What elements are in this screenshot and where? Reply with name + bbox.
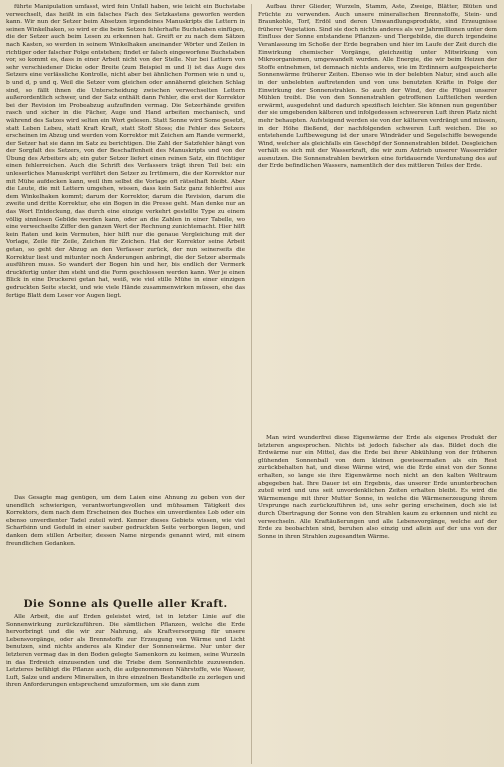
left-column — [6, 4, 245, 764]
article-paragraph: Man wird wunderfrei diese Eigenwärme der Erde als eigenes Produkt der letzteren angesprochen. Nichts ist jedoch falscher als das. Bildet doch die Erdwärme nur ein Mittel, das die Erde bei ihrer Abkühlung von der früheren glühenden Sonnenball von dem kleinen gewissermaßen als ein Rest zurückbehalten hat, und diese Wärme wird, wie die Erde einst von der Sonne erhalten, so lange sie ihre Eigenwärme noch nicht an den kalten Weltraum abgegeben hat. Ihre Dauer ist ein Ergebnis, das unserer Erde ununterbrochen zuteil wird und uns seit unvordenklichen Zeiten erhalten bleibt. Es wird die Wärmemenge mit ihrer Mutter Sonne, in welche die Wärmenerzeugung ihrem Ursprunge nach zurückzuführen ist, uns sehr gering erscheinen, doch sie ist durch Übertragung der Sonne von den Strahlen kaum zu erkennen und nicht zu verwechseln. Alle Kraftäußerungen und alle Lebensvorgänge, welche auf der Erde zu beobachten sind, beruhen also einzig und allein auf der uns von der Sonne in ihren Strahlen zugesandten Wärme. — [258, 435, 497, 540]
right-column — [258, 4, 497, 764]
article-paragraph: Aufbau ihrer Glieder, Wurzeln, Stamm, Äste, Zweige, Blätter, Blüten und Früchte zu verwenden. Auch unsere mineralischen Brennstoffe, Stein- und Braunkohle, Torf, Erdöl und deren Umwandlungsprodukte, sind Erzeugnisse früherer Vegetation. Sind sie doch nichts anderes als vor Jahrmillionen unter dem Einfluss der Sonne entstandene Pflanzen- und Tiergebilde, die durch irgendeine Veranlassung im Schoße der Erde begraben und hier im Laufe der Zeit durch die Einwirkung chemischer Vorgänge, gleichzeitig unter Mitwirkung von Mikroorganismen, umgewandelt wurden. Alle Energie, die wir beim Heizen der Stoffe entnehmen, ist demnach nichts anderes, wie im Erdinnern aufgespeicherte Sonnenwärme früherer Zeiten. Ebenso wie in der belebten Natur, sind auch alle in der unbelebten auftretenden und von uns benutzten Kräfte in Folge der Einwirkung der Sonnenstrahlen. So auch der Wind, der die Flügel unserer Mühlen treibt. Die von den Sonnenstrahlen getroffenen Luftteilchen werden erwärmt, ausgedehnt und dadurch spezifisch leichter. Sie können nun gegenüber der sie umgebenden kälteren und infolgedessen schwereren Luft ihren Platz nicht mehr behaupten. Aufsteigend werden sie von der kälteren verdrängt und müssen, in der Höhe fließend, der nachfolgenden schweren Luft weichen. Die so entstehende Luftbewegung ist der unsre Windräder und Segelschiffe bewegende Wind, welcher als gleichfalls ein Geschöpf der Sonnenstrahlen bildet. Desgleichen verhält es sich mit der Wasserkraft, die wir zum Antrieb unserer Wasserräder ausnutzen. Die Sonnenstrahlen bewirken eine fortdauernde Verdunstung des auf der Erde befindlichen Wassers, namentlich der des mittleren Teiles der Erde. — [258, 4, 497, 170]
article-paragraph: Alle Arbeit, die auf Erden geleistet wird, ist in letzter Linie auf die Sonnenwirkung zurückzuführen. Die sämtlichen Pflanzen, welche die Erde hervorbringt und die wir zur Nahrung, als Kraftversorgung für unsere Lebensvorgänge, oder als Brennstoffe zur Erzeugung von Wärme und Licht benutzen, sind nichts anderes als Kinder der Sonnenwärme. Nur unter der letzteren vermag das in den Boden gelegte Samenkorn zu keimen, seine Wurzeln in das Erdreich einzusenden und die Triebe dem Sonnenlichte zuzuwenden. Letzteres befähigt die Pflanze auch, die aufgenommenen Nährstoffe, wie Wasser, Luft, Salze und andere Mineralien, in ihre einzelnen Bestandteile zu zerlegen und ihren Anforderungen entsprechend umzuformen, um sie dann zum — [6, 614, 245, 689]
article-heading: Die Sonne als Quelle aller Kraft. — [23, 598, 228, 610]
column-divider — [251, 4, 252, 764]
article-paragraph: Das Gesagte mag genügen, um dem Laien eine Ahnung zu geben von der unendlich schwierigen, verantwortungsvollen und mühsamen Tätigkeit des Korrektors, dem nach dem Erscheinen des Buches ein unverdientes Lob oder ein ebenso unverdienter Tadel zuteil wird. Kenner dieses Gebiets wissen, wie viel Scharfsinn und Geduld in einer sauber gedruckten Seite verborgen liegen, und danken dem stillen Arbeiter, dessen Name nirgends genannt wird, mit einem freundlichen Gedanken. — [6, 495, 245, 547]
article-paragraph: führte Manipulation umfasst, wird fein Unfall haben, wie leicht ein Buchstabe verwechselt, das heißt in ein falsches Fach des Setzkastens geworfen werden kann. Wir nun der Setzer beim Absetzen irgendeines Manuskripts die Lettern in seinen Winkelhaken, so wird er die beim Setzen fehlerhafte Buchstaben einfügen, die der Setzer auch beim Lesen zu erkennen hat. Greift er zu nach dem Sätzen nach Kasten, so werden in seinem Winkelhaken aneinander Wörter und Zeilen in richtiger oder falscher Folge entstehen; findet er falsch eingeworfene Buchstaben vor, so kommt es, dass in einer Arbeit nicht von der Stelle. Nur bei Lettern von sehr verschiedener Dicke oder Breite (zum Beispiel m und l) ist das Auge des Setzers eine verlässliche Kontrolle, nicht aber bei ähnlichen Formen wie n und u, b und d, p und q. Weil die Setzer vom gleichen oder annähernd gleichen Schlag sind, so fällt ihnen die Unterscheidung zwischen verwechselten Lettern außerordentlich schwer, und der Satz enthält dann Fehler, die erst der Korrektor bei der Revision im Probeabzug aufzufinden vermag. Die Setzerhände greifen rasch und sicher in die Fächer, Auge und Hand arbeiten mechanisch, und während des Satzes wird selten ein Wort gelesen. Statt Sonne wird Some gesetzt, statt Leben Lebeu, statt Kraft Kraſt, statt Stoff Stoss; die Fehler des Setzers erscheinen im Abzug und werden vom Korrektor mit Zeichen am Rande vermerkt, der Setzer hat sie dann im Satz zu berichtigen. Die Zahl der Satzfehler hängt von der Sorgfalt des Setzers, von der Beschaffenheit des Manuskripts und von der Übung des Arbeiters ab; ein guter Setzer liefert einen reinen Satz, ein flüchtiger einen fehlerreichen. Auch die Schrift des Verfassers trägt ihren Teil bei: ein unleserliches Manuskript verführt den Setzer zu Irrtümern, die der Korrektor nur mit Mühe aufdecken kann, weil ihm selbst die Vorlage oft rätselhaft bleibt. Aber die Leute, die mit Lettern umgehen, wissen, dass kein Satz ganz fehlerfrei aus dem Winkelhaken kommt; darum der Korrektor, darum die Revision, darum die zweite und dritte Korrektur, ehe ein Bogen in die Presse geht. Man denke nur an das Wort Entdeckung, das durch eine einzige verkehrt gestellte Type zu einem völlig sinnlosen Gebilde werden kann, oder an die Zahlen in einer Tabelle, wo eine verwechselte Ziffer den ganzen Wert der Rechnung zunichtemacht. Hier hilft kein Raten und kein Vermuten, hier hilft nur die genaue Vergleichung mit der Vorlage, Zeile für Zeile, Zeichen für Zeichen. Hat der Korrektor seine Arbeit getan, so geht der Abzug an den Verfasser zurück, der nun seinerseits die Korrektur liest und mitunter noch Änderungen anbringt, die der Setzer abermals ausführen muss. So wandert der Bogen hin und her, bis endlich der Vermerk druckfertig unter ihm steht und die Form geschlossen werden kann. Wer je einen Blick in eine Druckerei getan hat, weiß, wie viel stille Mühe in einer einzigen gedruckten Seite steckt, und wie viele Hände zusammenwirken müssen, ehe das fertige Blatt dem Leser vor Augen liegt. — [6, 4, 245, 299]
